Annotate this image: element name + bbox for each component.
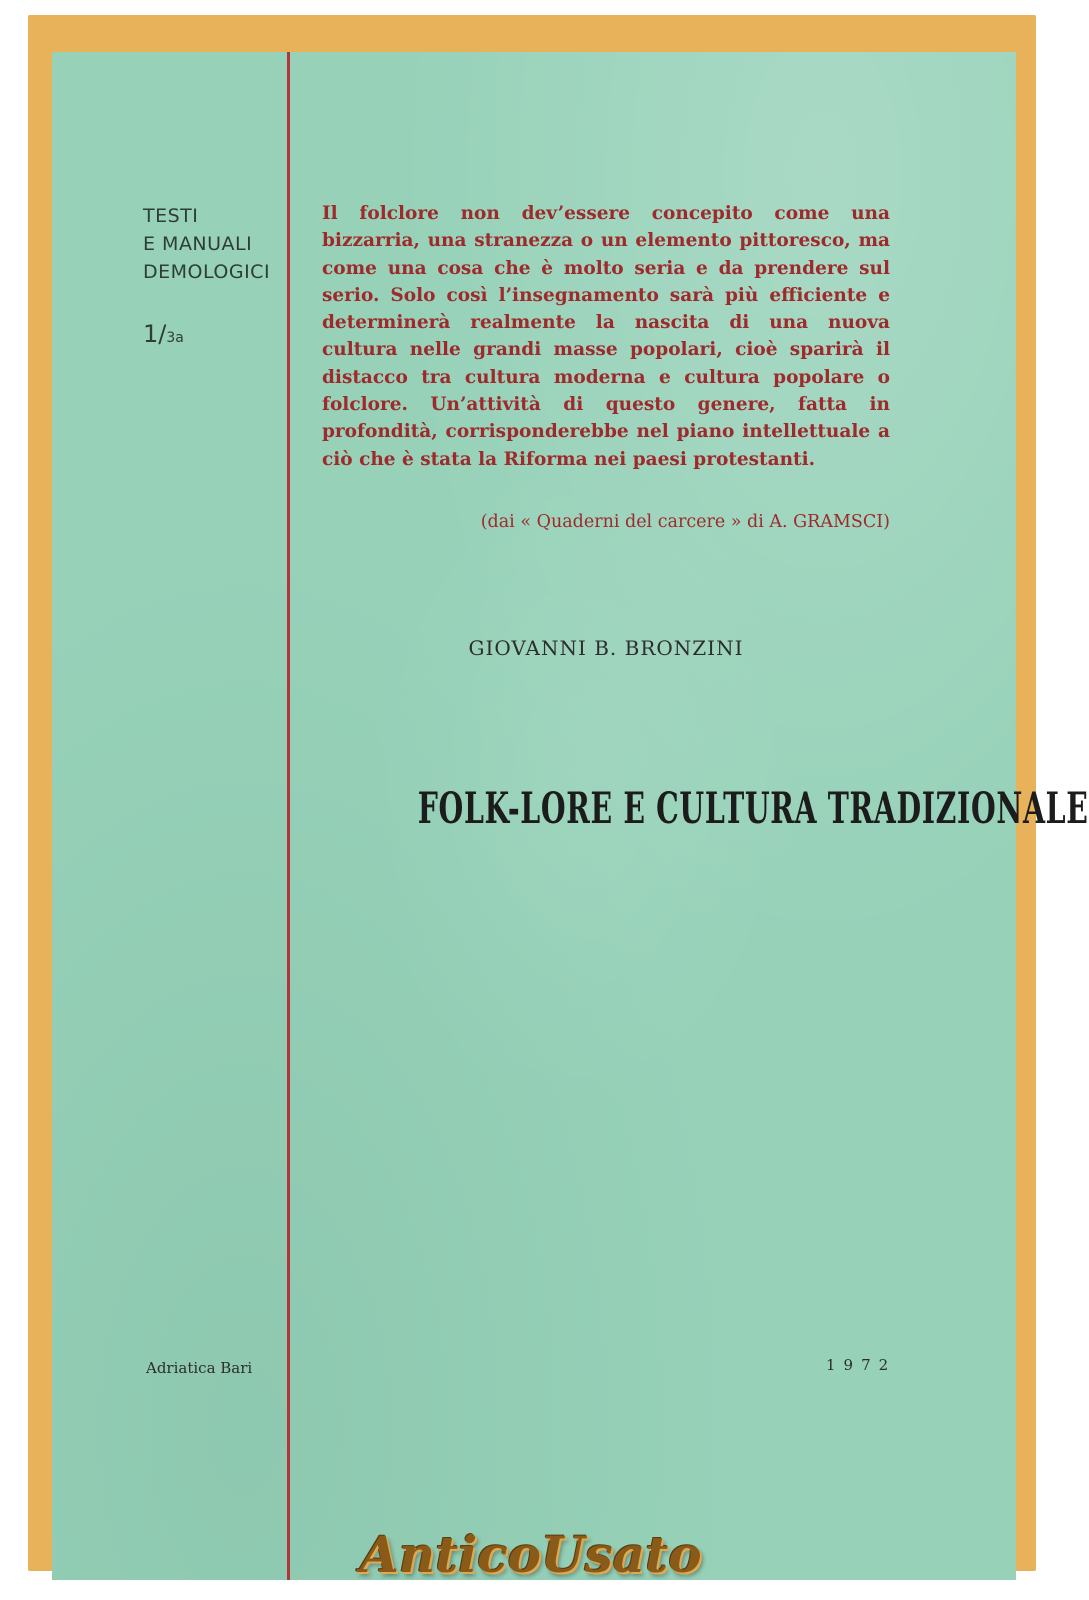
- volume-number: [143, 320, 184, 348]
- volume-sub: 3a: [166, 330, 184, 346]
- quote-source: (dai « Quaderni del carcere » di A. GRAMSCI): [480, 512, 890, 532]
- series-label: [143, 202, 270, 286]
- volume-main: 1/: [143, 320, 167, 348]
- series-line-2: E MANUALI: [143, 233, 253, 255]
- publication-year: 1972: [826, 1356, 897, 1374]
- spine-rule: [287, 52, 290, 1580]
- book-title: FOLK-LORE E CULTURA TRADIZIONALE: [417, 784, 1089, 834]
- quote-text: Il folclore non dev’essere concepito come una bizzarria, una stranezza o un elemento pittoresco, ma come una cosa che è molto seria e da prendere sul serio. Solo così l’insegnamento sarà più efficiente e determinerà realmente la nascita di una nuova cultura nelle grandi masse popolari, cioè sparirà il distacco tra cultura moderna e cultura popolare o folclore. Un’attività di questo genere, fatta in profondità, corrisponderebbe nel piano intellettuale a ciò che è stata la Riforma nei paesi protestanti.: [322, 203, 890, 470]
- book-cover: [52, 52, 1089, 1580]
- gramsci-quote: [322, 200, 890, 473]
- publisher: Adriatica Bari: [146, 1359, 253, 1377]
- author-name: GIOVANNI B. BRONZINI: [468, 636, 744, 660]
- series-line-1: TESTI: [143, 205, 199, 227]
- series-line-3: DEMOLOGICI: [143, 261, 271, 283]
- shop-watermark-logo: AnticoUsato: [360, 1525, 702, 1584]
